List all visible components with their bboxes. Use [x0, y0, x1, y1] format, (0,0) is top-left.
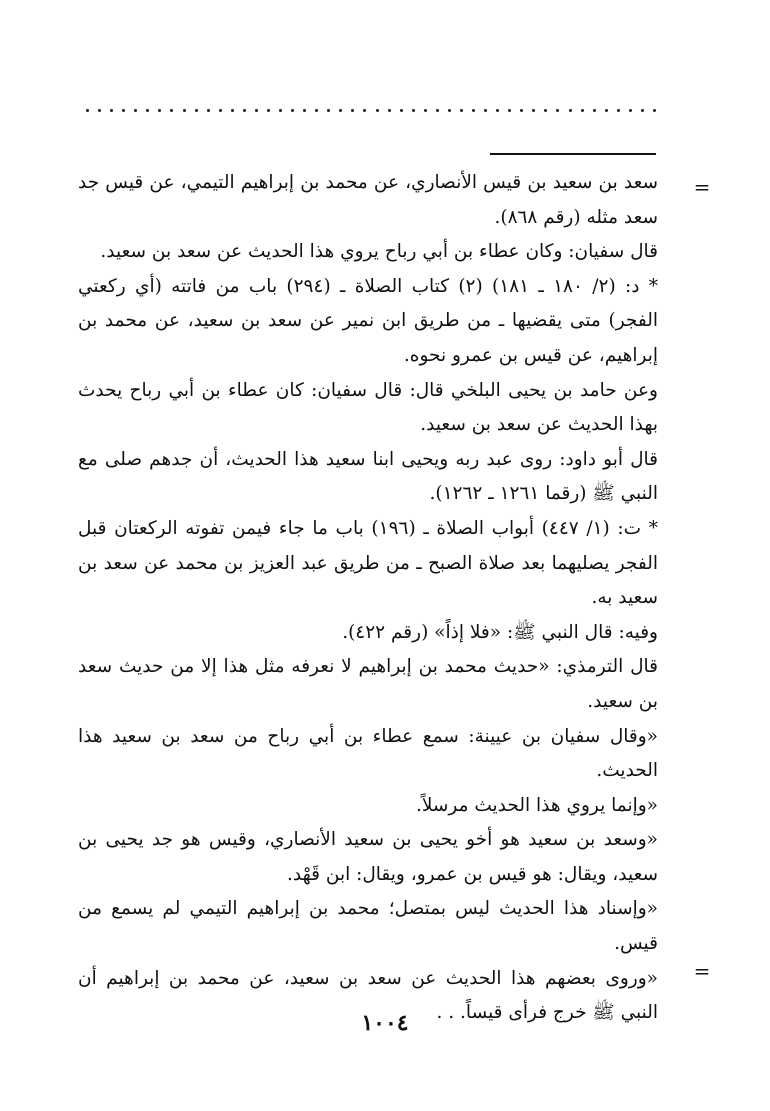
- separator-dot: [641, 109, 644, 112]
- separator-dot: [496, 109, 499, 112]
- paragraph-2: قال سفيان: وكان عطاء بن أبي رباح يروي هذا الحديث عن سعد بن سعيد.: [100, 241, 658, 263]
- separator-dot: [617, 109, 620, 112]
- separator-dot: [508, 109, 511, 112]
- separator-dot: [460, 109, 463, 112]
- separator-dot: [400, 109, 403, 112]
- paragraph-11: «وسعد بن سعيد هو أخو يحيى بن سعيد الأنصاري، وقيس هو جد يحيى بن سعيد، ويقال: هو قيس بن عمرو، ويقال: ابن قَهْد.: [78, 829, 658, 885]
- paragraph-10: «وإنما يروي هذا الحديث مرسلاً.: [415, 794, 658, 816]
- separator-dot: [532, 109, 535, 112]
- separator-dot: [303, 109, 306, 112]
- separator-dot: [315, 109, 318, 112]
- paragraph-6: * ت: (١/ ٤٤٧) أبواب الصلاة ـ (١٩٦) باب ما جاء فيمن تفوته الركعتان قبل الفجر يصليهما بعد صلاة الصبح ـ من طريق عبد العزيز بن محمد عن سعد بن سعيد به.: [78, 517, 658, 609]
- paragraph-4: وعن حامد بن يحيى البلخي قال: قال سفيان: كان عطاء بن أبي رباح يحدث بهذا الحديث عن سعد بن سعيد.: [78, 379, 658, 436]
- separator-dot: [520, 109, 523, 112]
- separator-dot: [110, 109, 113, 112]
- separator-dot: [448, 109, 451, 112]
- paragraph-7: وفيه: قال النبي ﷺ: «فلا إذاً» (رقم ٤٢٢).: [342, 621, 658, 643]
- separator-dot: [363, 109, 366, 112]
- separator-dot: [219, 109, 222, 112]
- separator-dot: [605, 109, 608, 112]
- separator-dot: [183, 109, 186, 112]
- paragraph-13: «وروى بعضهم هذا الحديث عن سعد بن سعيد، عن محمد بن إبراهيم أن النبي ﷺ خرج فرأى قيساً. . .: [78, 967, 658, 1024]
- footnote-rule: [490, 153, 656, 155]
- separator-dot: [255, 109, 258, 112]
- separator-dot: [158, 109, 161, 112]
- separator-dot: [629, 109, 632, 112]
- separator-dot: [243, 109, 246, 112]
- separator-dot: [484, 109, 487, 112]
- separator-dot: [195, 109, 198, 112]
- separator-dot: [207, 109, 210, 112]
- paragraph-12: «وإسناد هذا الحديث ليس بمتصل؛ محمد بن إبراهيم التيمي لم يسمع من قيس.: [78, 898, 658, 955]
- separator-dot: [556, 109, 559, 112]
- paragraph-9: «وقال سفيان بن عيينة: سمع عطاء بن أبي رباح من سعد بن سعيد هذا الحديث.: [78, 725, 658, 782]
- separator-dot: [170, 109, 173, 112]
- paragraph-3: * د: (٢/ ١٨٠ ـ ١٨١) (٢) كتاب الصلاة ـ (٢٩٤) باب من فاتته (أي ركعتي الفجر) متى يقضيها ـ من طريق ابن نمير عن سعد بن سعيد، عن محمد بن إبراهيم، عن قيس بن عمرو نحوه.: [78, 275, 659, 366]
- dotted-separator: [86, 100, 656, 120]
- separator-dot: [424, 109, 427, 112]
- separator-dot: [593, 109, 596, 112]
- separator-dot: [267, 109, 270, 112]
- separator-dot: [339, 109, 342, 112]
- separator-dot: [388, 109, 391, 112]
- continuation-mark-bottom: =: [693, 959, 711, 983]
- separator-dot: [653, 109, 656, 112]
- separator-dot: [146, 109, 149, 112]
- separator-dot: [472, 109, 475, 112]
- paragraph-8: قال الترمذي: «حديث محمد بن إبراهيم لا نعرفه مثل هذا إلا من حديث سعد بن سعيد.: [78, 656, 658, 712]
- separator-dot: [122, 109, 125, 112]
- separator-dot: [134, 109, 137, 112]
- separator-dot: [351, 109, 354, 112]
- separator-dot: [327, 109, 330, 112]
- separator-dot: [376, 109, 379, 112]
- page-number: ١٠٠٤: [361, 1010, 409, 1036]
- separator-dot: [581, 109, 584, 112]
- separator-dot: [436, 109, 439, 112]
- separator-dot: [279, 109, 282, 112]
- footnote-text: [78, 166, 658, 1031]
- separator-dot: [569, 109, 572, 112]
- separator-dot: [291, 109, 294, 112]
- separator-dot: [231, 109, 234, 112]
- separator-dot: [544, 109, 547, 112]
- paragraph-1: سعد بن سعيد بن قيس الأنصاري، عن محمد بن إبراهيم التيمي، عن قيس جد سعد مثله (رقم ٨٦٨).: [78, 172, 658, 228]
- continuation-mark-top: =: [693, 175, 711, 199]
- paragraph-5: قال أبو داود: روى عبد ربه ويحيى ابنا سعيد هذا الحديث، أن جدهم صلى مع النبي ﷺ (رقما ١٢٦١ ـ ١٢٦٢).: [78, 448, 658, 505]
- separator-dot: [412, 109, 415, 112]
- separator-dot: [98, 109, 101, 112]
- separator-dot: [86, 109, 89, 112]
